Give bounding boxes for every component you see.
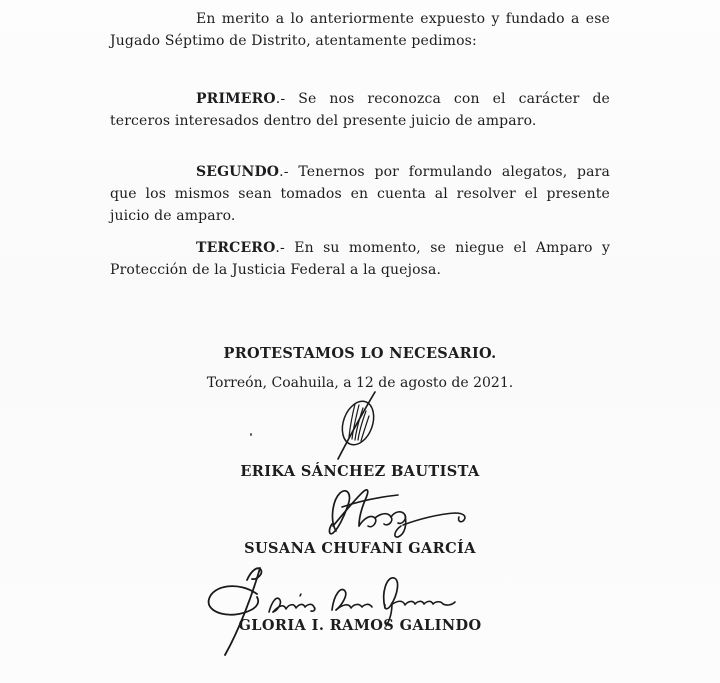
petition-segundo-label: SEGUNDO <box>196 164 280 180</box>
closing-statement: PROTESTAMOS LO NECESARIO. <box>223 345 497 362</box>
petition-tercero-separator: .- <box>275 240 285 256</box>
petition-primero-text: Se nos reconozca con el carácter de terceros interesados dentro del presente juicio de amparo. <box>110 91 610 129</box>
petition-tercero-label: TERCERO <box>196 240 276 256</box>
dateline: Torreón, Coahuila, a 12 de agosto de 2021. <box>206 375 514 391</box>
signature-gloria-ramos-icon <box>195 560 465 660</box>
scan-speck <box>250 433 252 436</box>
petition-primero <box>110 88 610 132</box>
petition-segundo-text: Tenernos por formulando alegatos, para que los mismos sean tomados en cuenta al resolver el presente juicio de amparo. <box>110 164 610 224</box>
signatory-name-gloria: GLORIA I. RAMOS GALINDO <box>238 617 482 634</box>
signature-susana-chufani-icon <box>322 485 477 541</box>
petition-tercero <box>110 237 610 281</box>
petition-primero-separator: .- <box>275 91 286 107</box>
signature-erika-sanchez-icon <box>325 386 385 464</box>
petition-tercero-text: En su momento, se niegue el Amparo y Protección de la Justicia Federal a la quejosa. <box>110 240 610 278</box>
intro-paragraph: En merito a lo anteriormente expuesto y fundado a ese Jugado Séptimo de Distrito, atentamente pedimos: <box>110 11 610 49</box>
signatory-name-erika: ERIKA SÁNCHEZ BAUTISTA <box>240 463 480 480</box>
petition-segundo-separator: .- <box>279 164 289 180</box>
petition-primero-label: PRIMERO <box>196 91 276 107</box>
signatory-name-susana: SUSANA CHUFANI GARCÍA <box>244 540 476 557</box>
petition-segundo <box>110 161 610 227</box>
